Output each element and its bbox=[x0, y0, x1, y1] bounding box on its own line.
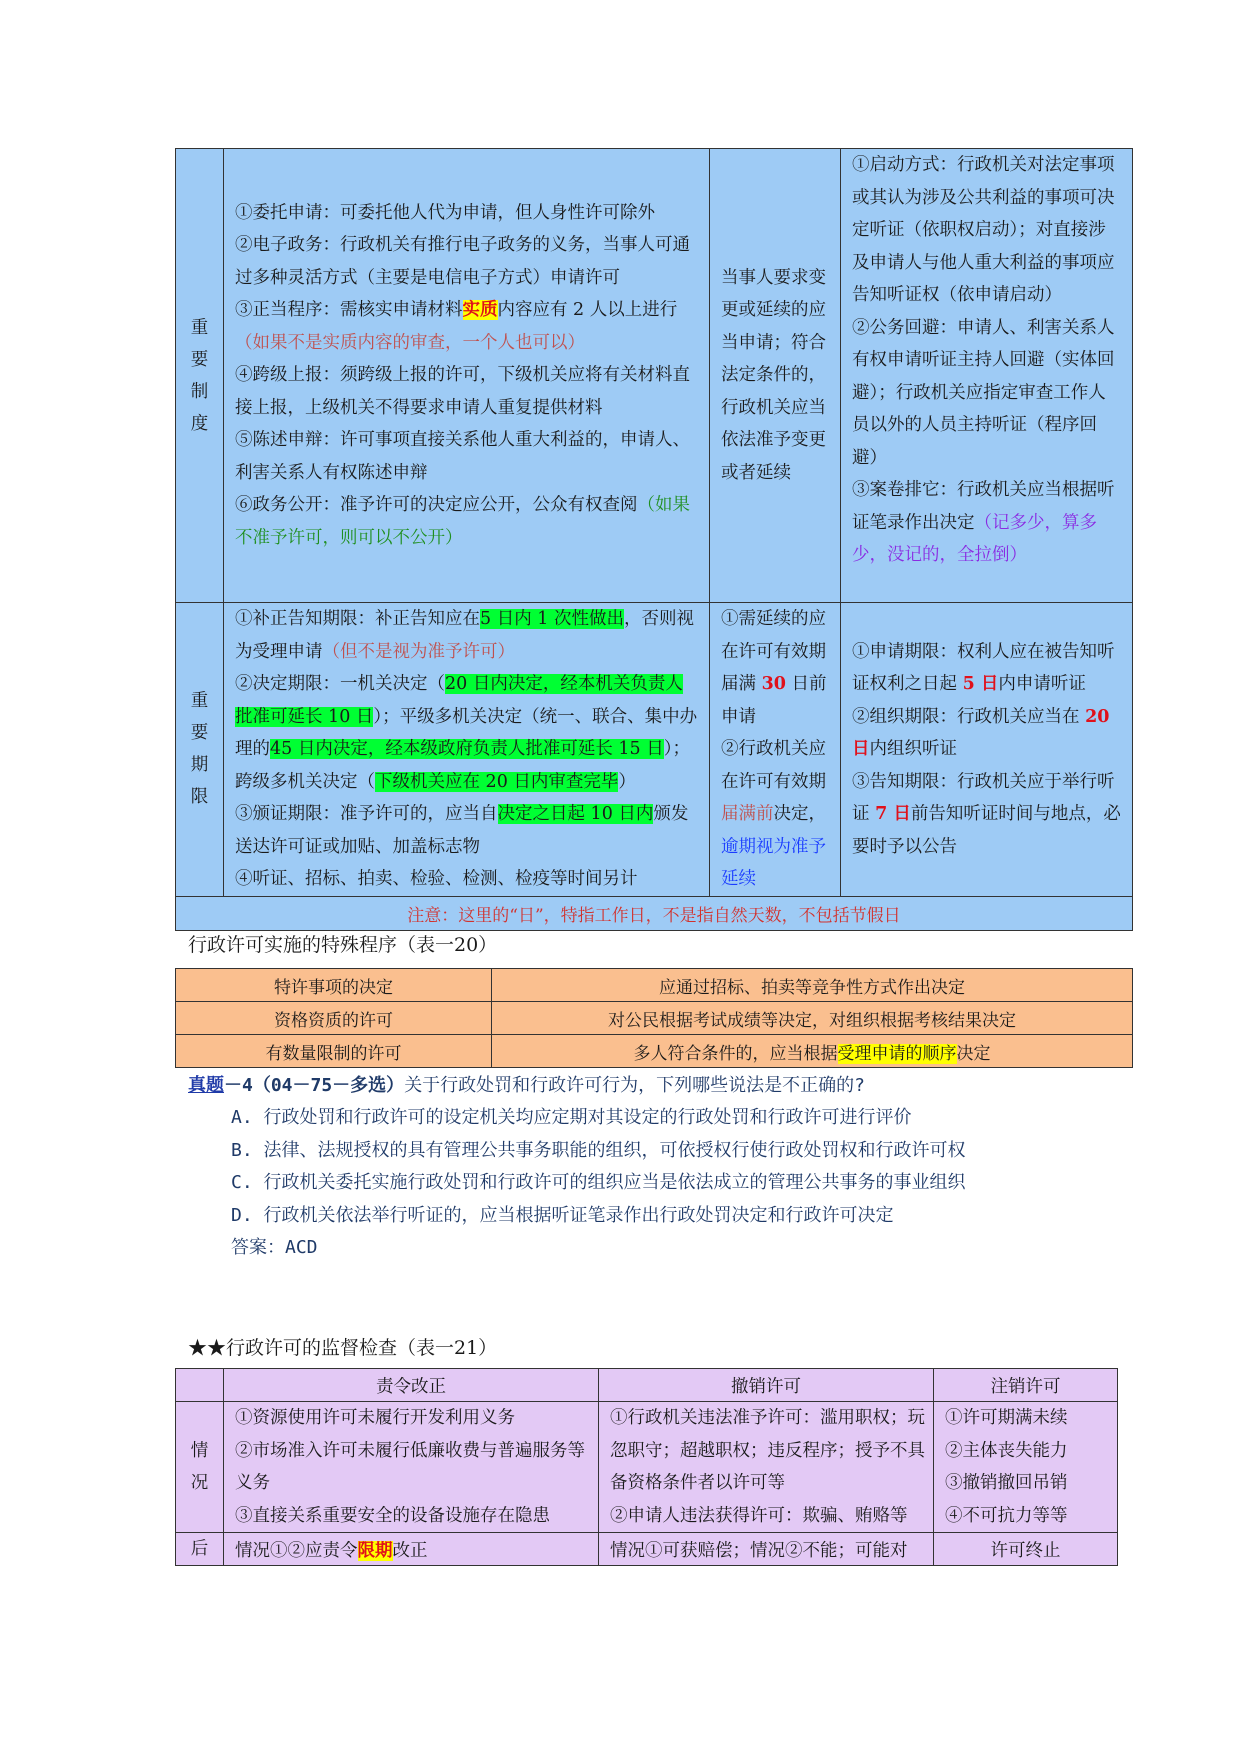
apply-deadlines-content bbox=[235, 603, 699, 896]
table20.rows.2.desc-segment: 受理申请的顺序 bbox=[837, 1043, 957, 1064]
paragraph bbox=[235, 798, 699, 863]
supervision-table bbox=[175, 1368, 1118, 1566]
table19.row1.col_apply.3-segment: ④跨级上报：须跨级上报的许可，下级机关应将有关材料直接上报，上级机关不得要求申请人重复提供材料 bbox=[235, 365, 690, 418]
table21.row_situation.c2.0-segment: ①行政机关违法准予许可：滥用职权；玩忽职守；超越职权；违反程序；授予不具备资格条件者以许可等 bbox=[610, 1408, 925, 1493]
table21-caption: ★★行政许可的监督检查（表一21） bbox=[188, 1337, 498, 1359]
table-row bbox=[176, 1002, 1133, 1035]
table19.row1.col_apply.2-segment: ③正当程序：需核实申请材料 bbox=[235, 300, 463, 321]
paragraph bbox=[610, 1402, 925, 1500]
table19.row2.col_hearing.0-segment: 内申请听证 bbox=[998, 674, 1086, 694]
table19.row2.col_change.0-segment: ①需延续的应在许可有效期届满 bbox=[721, 609, 826, 694]
table19.row2.col_hearing.2-segment: 前告知听证时间与地点，必要时予以公告 bbox=[852, 804, 1121, 857]
table21.row_after.c1-segment: 限期 bbox=[357, 1540, 393, 1561]
table20.rows.0.desc-segment: 应通过招标、拍卖等竞争性方式作出决定 bbox=[659, 977, 965, 998]
paragraph bbox=[235, 489, 699, 554]
table19.row1.col_apply.2-segment: （如果不是实质内容的审查，一个人也可以） bbox=[235, 332, 585, 353]
table19.row2.col_hearing.0-segment: ①申请期限：权利人应在被告知听证权利之日起 bbox=[852, 641, 1115, 694]
row-label-systems bbox=[176, 149, 224, 603]
table21.row_after.c1-segment: 情况①②应责令 bbox=[235, 1540, 358, 1561]
hearing-systems-content bbox=[852, 149, 1122, 572]
paragraph bbox=[945, 1402, 1109, 1435]
procedure-desc bbox=[492, 1002, 1133, 1035]
paragraph bbox=[235, 229, 699, 294]
table19.row2.col_apply.1-segment: ）；跨级多机关决定（ bbox=[235, 739, 690, 792]
question-tag[interactable]: 真题 bbox=[188, 1075, 224, 1096]
option-a: A. 行政处罚和行政许可的设定机关均应定期对其设定的行政处罚和行政许可进行评价 bbox=[231, 1107, 912, 1128]
paragraph bbox=[235, 359, 699, 424]
option-b: B. 法律、法规授权的具有管理公共事务职能的组织，可依授权行使行政处罚权和行政许可权 bbox=[231, 1139, 966, 1161]
table21.row_situation.c1.2-segment: ③直接关系重要安全的设备设施存在隐患 bbox=[235, 1505, 550, 1526]
paragraph bbox=[235, 424, 699, 489]
paragraph bbox=[235, 1500, 588, 1533]
table19.row2.col_hearing.2-segment: 7 日 bbox=[875, 804, 911, 824]
special-procedure-table bbox=[175, 968, 1133, 1068]
paragraph bbox=[235, 603, 699, 668]
table19.row2.col_apply.1-segment: 45 日内决定，经本级政府负责人批准可延长 15 日 bbox=[270, 739, 664, 759]
paragraph bbox=[235, 863, 699, 896]
table19.row1.col_apply.2-segment: 实质 bbox=[462, 300, 498, 321]
table19.row1.col_change.0-segment: 当事人要求变更或延续的应当申请；符合法定条件的，行政机关应当依法准予变更或者延续 bbox=[721, 267, 826, 483]
table-header-row bbox=[176, 1369, 1118, 1402]
table19.row1.col_apply.4-segment: ⑤陈述申辩：许可事项直接关系他人重大利益的，申请人、利害关系人有权陈述申辩 bbox=[235, 430, 690, 483]
table19.row2.col_apply.1-segment: ）；平级多机关决定（统一、联合、集中办理的 bbox=[235, 706, 698, 759]
paragraph bbox=[235, 197, 699, 230]
table21.row_situation.c2.1-segment: ②申请人违法获得许可：欺骗、贿赂等 bbox=[610, 1505, 908, 1526]
licensing-procedure-table bbox=[175, 148, 1133, 931]
table21.row_situation.c3.2-segment: ③撤销撤回吊销 bbox=[945, 1473, 1068, 1493]
paragraph bbox=[235, 294, 699, 359]
table19.row2.col_change.0-segment: 30 bbox=[761, 674, 786, 694]
table19.row2.col_apply.3-segment: ④听证、招标、拍卖、检验、检测、检疫等时间另计 bbox=[235, 869, 638, 889]
table19.row2.col_change.1-segment: ②行政机关应在许可有效期 bbox=[721, 739, 826, 792]
table20.rows.2.desc-segment: 多人符合条件的，应当根据 bbox=[633, 1043, 838, 1064]
paragraph bbox=[721, 733, 832, 896]
apply-systems-content bbox=[235, 197, 699, 555]
table19.row2.col_change.0-segment: 日前申请 bbox=[721, 674, 827, 727]
row-situation bbox=[176, 1402, 1118, 1533]
header-cancel: 注销许可 bbox=[934, 1369, 1118, 1402]
table20.rows.1.desc-segment: 对公民根据考试成绩等决定，对组织根据考核结果决定 bbox=[608, 1010, 1016, 1031]
table19.row2.col_apply.0-segment: ，否则视为受理申请 bbox=[235, 609, 694, 662]
question-text: 关于行政处罚和行政许可行为，下列哪些说法是不正确的? bbox=[404, 1075, 866, 1096]
question-number: －4（04－75－多选） bbox=[224, 1075, 405, 1096]
paragraph bbox=[721, 603, 832, 733]
table21.row_situation.c3.3-segment: ④不可抗力等等 bbox=[945, 1505, 1068, 1526]
situation-order-content bbox=[235, 1402, 588, 1532]
apply-systems-cell bbox=[224, 149, 710, 603]
table21.row_situation.c3.1-segment: ②主体丧失能力 bbox=[945, 1440, 1068, 1461]
table19.row2.col_apply.2-segment: ③颁证期限：准予许可的，应当自 bbox=[235, 804, 498, 824]
paragraph bbox=[852, 766, 1122, 864]
paragraph bbox=[235, 668, 699, 798]
table19.row1.col_hearing.2-segment: ③案卷排它：行政机关应当根据听证笔录作出决定 bbox=[852, 480, 1115, 533]
table19.row1.col_hearing.2-segment: （记多少，算多少，没记的，全拉倒） bbox=[852, 512, 1097, 565]
hearing-deadlines-cell bbox=[841, 603, 1133, 897]
procedure-name: 特许事项的决定 bbox=[176, 969, 492, 1002]
change-systems-content bbox=[721, 262, 832, 490]
table19.row2.col_apply.1-segment: ） bbox=[618, 771, 636, 792]
table19.row1.col_hearing.1-segment: ②公务回避：申请人、利害关系人有权申请听证主持人回避（实体回避）；行政机关应指定审查工作人员以外的人员主持听证（程序回避） bbox=[852, 317, 1115, 468]
change-deadlines-content bbox=[721, 603, 832, 896]
paragraph bbox=[235, 1402, 588, 1435]
paragraph bbox=[945, 1500, 1109, 1533]
hearing-deadlines-content bbox=[852, 636, 1122, 864]
row-label-systems-text: 重要制度 bbox=[190, 317, 209, 434]
paragraph bbox=[852, 701, 1122, 766]
question-heading bbox=[188, 1070, 1088, 1102]
table19.row2.col_apply.1-segment: 20 日内决定，经本机关负责人批准可延长 10 日 bbox=[235, 674, 683, 727]
after-order-cell bbox=[224, 1533, 599, 1566]
table20-caption: 行政许可实施的特殊程序（表一20） bbox=[188, 934, 498, 956]
paragraph bbox=[235, 1435, 588, 1500]
hearing-systems-cell bbox=[841, 149, 1133, 603]
apply-deadlines-cell bbox=[224, 603, 710, 897]
situation-revoke-cell bbox=[599, 1402, 934, 1533]
paragraph bbox=[610, 1500, 925, 1533]
procedure-name: 有数量限制的许可 bbox=[176, 1035, 492, 1068]
table20.rows.2.desc-segment: 决定 bbox=[956, 1043, 991, 1064]
option-d: D. 行政机关依法举行听证的，应当根据听证笔录作出行政处罚决定和行政许可决定 bbox=[231, 1204, 894, 1226]
row-label-situation-text: 情况 bbox=[190, 1441, 209, 1493]
row-label-deadlines-text: 重要期限 bbox=[190, 691, 209, 808]
procedure-desc bbox=[492, 969, 1133, 1002]
table19.row2.col_apply.0-segment: ①补正告知期限：补正告知应在 bbox=[235, 609, 480, 629]
table19.row1.col_apply.5-segment: （如果不准予许可，则可以不公开） bbox=[235, 495, 690, 548]
table19.row2.col_change.1-segment: 届满前 bbox=[721, 804, 774, 824]
exam-question bbox=[188, 1070, 1088, 1265]
table-row bbox=[176, 1035, 1133, 1068]
table19.row2.col_change.1-segment: 决定， bbox=[773, 804, 826, 824]
table21.row_situation.c3.0-segment: ①许可期满未续 bbox=[945, 1408, 1068, 1428]
table19.row2.col_apply.0-segment: 5 日内 1 次性做出 bbox=[480, 609, 624, 629]
after-cancel-cell: 许可终止 bbox=[934, 1533, 1118, 1566]
table19.row1.col_hearing.0-segment: ①启动方式：行政机关对法定事项或其认为涉及公共利益的事项可决定听证（依职权启动）；对直接涉及申请人与他人重大利益的事项应告知听证权（依申请启动） bbox=[852, 155, 1115, 305]
table19.row1.col_apply.5-segment: ⑥政务公开：准予许可的决定应公开，公众有权查阅 bbox=[235, 495, 638, 516]
row-after bbox=[176, 1533, 1118, 1566]
table19.row2.col_hearing.0-segment: 5 日 bbox=[962, 674, 999, 694]
paragraph bbox=[852, 149, 1122, 312]
paragraph bbox=[945, 1467, 1109, 1500]
row-label-situation bbox=[176, 1402, 224, 1533]
row-note bbox=[176, 896, 1133, 930]
situation-cancel-content bbox=[945, 1402, 1109, 1532]
change-deadlines-cell bbox=[710, 603, 841, 897]
situation-revoke-content bbox=[610, 1402, 925, 1532]
table-row bbox=[176, 969, 1133, 1002]
answer: 答案：ACD bbox=[231, 1237, 318, 1258]
table19.row2.col_apply.1-segment: ②决定期限：一机关决定（ bbox=[235, 674, 445, 694]
paragraph bbox=[945, 1435, 1109, 1468]
header-revoke: 撤销许可 bbox=[599, 1369, 934, 1402]
row-label-deadlines bbox=[176, 603, 224, 897]
paragraph bbox=[721, 262, 832, 490]
paragraph bbox=[852, 474, 1122, 572]
workday-note: 注意：这里的“日”，特指工作日，不是指自然天数，不包括节假日 bbox=[176, 896, 1133, 930]
table19.row1.col_apply.0-segment: ①委托申请：可委托他人代为申请，但人身性许可除外 bbox=[235, 202, 655, 223]
table21.row_after.c2-segment: 情况①可获赔偿；情况②不能；可能对 bbox=[610, 1540, 908, 1561]
table19.row1.col_apply.2-segment: 内容应有 2 人以上进行 bbox=[497, 300, 678, 321]
table21.row_after.c1-segment: 改正 bbox=[392, 1540, 428, 1561]
situation-cancel-cell bbox=[934, 1402, 1118, 1533]
after-revoke-cell bbox=[599, 1533, 934, 1566]
table19.row2.col_apply.1-segment: 下级机关应在 20 日内审查完毕 bbox=[375, 771, 619, 792]
row-important-deadlines bbox=[176, 603, 1133, 897]
table19.row2.col_apply.0-segment: （但不是视为准予许可） bbox=[322, 641, 515, 662]
table19.row1.col_apply.1-segment: ②电子政务：行政机关有推行电子政务的义务，当事人可通过多种灵活方式（主要是电信电子方式）申请许可 bbox=[235, 235, 690, 288]
table19.row2.col_hearing.1-segment: ②组织期限：行政机关应当在 bbox=[852, 706, 1086, 727]
procedure-desc bbox=[492, 1035, 1133, 1068]
header-order-correction: 责令改正 bbox=[224, 1369, 599, 1402]
table19.row2.col_hearing.2-segment: ③告知期限：行政机关应于举行听证 bbox=[852, 771, 1115, 824]
paragraph bbox=[852, 636, 1122, 701]
table19.row2.col_apply.2-segment: 颁发送达许可证或加贴、加盖标志物 bbox=[235, 804, 689, 857]
row-label-after: 后 bbox=[176, 1533, 224, 1566]
procedure-name: 资格资质的许可 bbox=[176, 1002, 492, 1035]
paragraph bbox=[852, 312, 1122, 475]
change-systems-cell bbox=[710, 149, 841, 603]
option-c: C. 行政机关委托实施行政处罚和行政许可的组织应当是依法成立的管理公共事务的事业组织 bbox=[231, 1172, 966, 1193]
table21.row_situation.c1.1-segment: ②市场准入许可未履行低廉收费与普遍服务等义务 bbox=[235, 1440, 585, 1493]
table19.row2.col_apply.2-segment: 决定之日起 10 日内 bbox=[497, 804, 654, 824]
table21.row_situation.c1.0-segment: ①资源使用许可未履行开发利用义务 bbox=[235, 1408, 515, 1428]
row-important-systems bbox=[176, 149, 1133, 603]
table19.row2.col_hearing.1-segment: 20 日 bbox=[852, 706, 1110, 759]
header-blank bbox=[176, 1369, 224, 1402]
table19.row2.col_hearing.1-segment: 内组织听证 bbox=[869, 739, 957, 759]
situation-order-cell bbox=[224, 1402, 599, 1533]
table19.row2.col_change.1-segment: 逾期视为准予延续 bbox=[721, 836, 826, 889]
